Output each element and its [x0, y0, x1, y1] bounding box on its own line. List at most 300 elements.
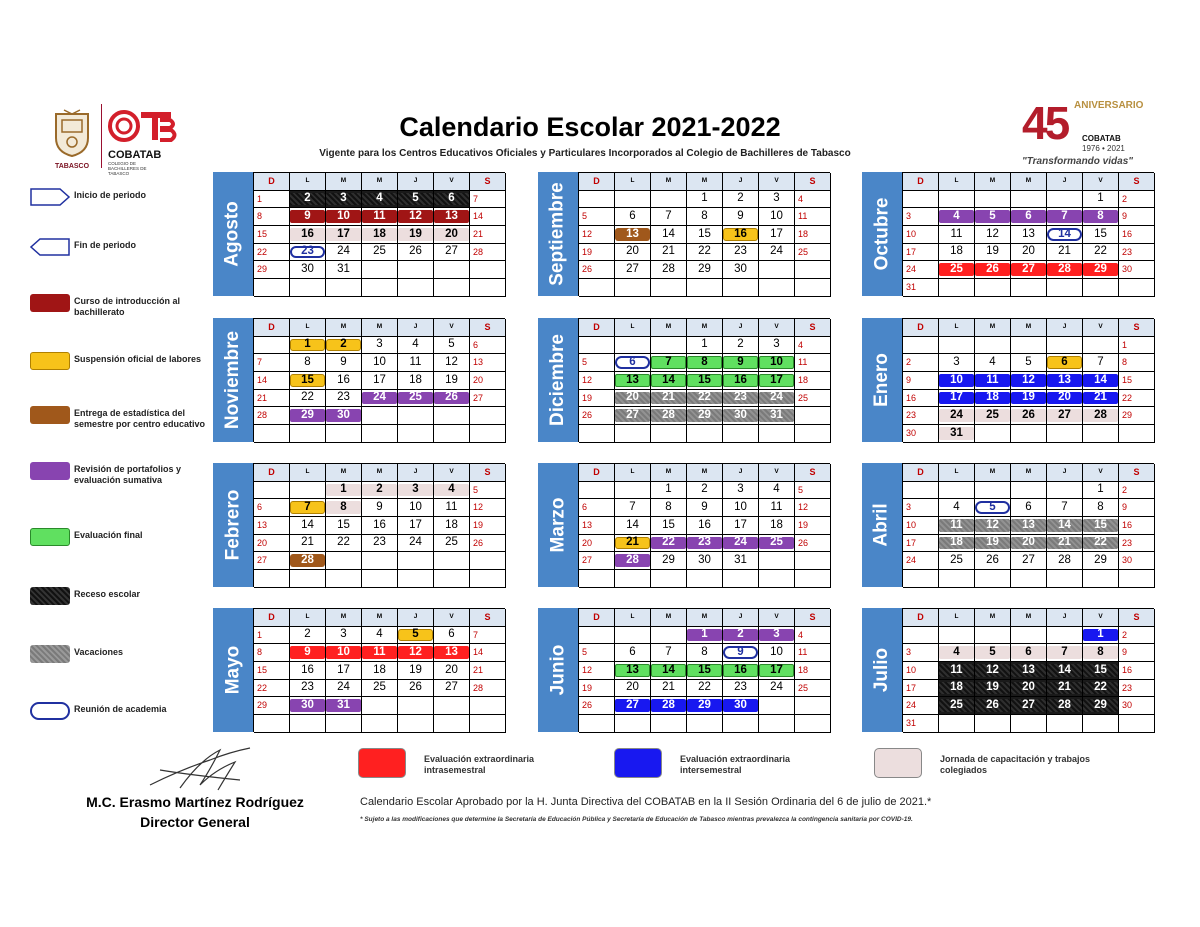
day-cell [903, 680, 939, 698]
day-cell [723, 662, 759, 680]
empty-cell [939, 715, 975, 733]
day-cell [1119, 517, 1155, 535]
day-number: 4 [953, 209, 960, 222]
day-number: 20 [445, 227, 458, 240]
day-number: 6 [582, 502, 588, 513]
day-cell [579, 390, 615, 408]
weekday-header: L [615, 464, 651, 482]
day-cell [723, 244, 759, 262]
day-cell [579, 261, 615, 279]
day-cell [434, 390, 470, 408]
month-name: Enero [871, 353, 893, 407]
empty-cell [1119, 715, 1155, 733]
day-number: 18 [409, 373, 422, 386]
day-number: 28 [1058, 554, 1071, 567]
day-number: 23 [1122, 682, 1133, 693]
day-number: 3 [412, 483, 419, 496]
empty-cell [795, 261, 831, 279]
day-cell [975, 372, 1011, 390]
day-cell [723, 191, 759, 209]
month-grid [253, 318, 505, 442]
day-cell [290, 407, 326, 425]
month-grid [902, 172, 1154, 296]
bottom-legend-label: Evaluación extraordinaria intrasemestral [424, 754, 535, 775]
empty-cell [579, 337, 615, 355]
day-number: 7 [665, 645, 672, 658]
day-number: 26 [798, 537, 809, 548]
empty-cell [254, 482, 290, 500]
day-cell [1119, 244, 1155, 262]
day-number: 16 [698, 518, 711, 531]
empty-cell [687, 715, 723, 733]
day-cell [579, 680, 615, 698]
day-cell [1119, 390, 1155, 408]
day-number: 8 [340, 500, 347, 513]
day-number: 26 [473, 537, 484, 548]
empty-cell [254, 715, 290, 733]
day-cell [795, 226, 831, 244]
day-cell [470, 662, 506, 680]
day-cell [795, 372, 831, 390]
day-cell [759, 517, 795, 535]
day-cell [723, 644, 759, 662]
month-name: Diciembre [547, 334, 568, 426]
empty-cell [975, 627, 1011, 645]
day-cell [759, 390, 795, 408]
day-cell [1119, 662, 1155, 680]
day-number: 29 [662, 554, 675, 567]
empty-cell [615, 191, 651, 209]
day-number: 14 [473, 211, 484, 222]
day-number: 25 [950, 554, 963, 567]
day-number: 4 [376, 192, 383, 205]
day-cell [579, 517, 615, 535]
day-cell [795, 535, 831, 553]
day-cell [470, 517, 506, 535]
day-number: 10 [906, 664, 917, 675]
empty-cell [326, 715, 362, 733]
empty-cell [795, 279, 831, 297]
day-number: 22 [1094, 245, 1107, 258]
day-cell [903, 372, 939, 390]
day-cell [254, 552, 290, 570]
month-name: Marzo [547, 497, 568, 553]
day-number: 12 [582, 228, 593, 239]
weekday-header: M [975, 464, 1011, 482]
empty-cell [759, 552, 795, 570]
day-number: 3 [737, 483, 744, 496]
weekday-header: V [1083, 319, 1119, 337]
day-cell [1011, 261, 1047, 279]
day-number: 20 [1022, 681, 1035, 694]
day-cell [290, 261, 326, 279]
day-number: 5 [582, 647, 588, 658]
day-number: 19 [986, 536, 999, 549]
empty-cell [326, 552, 362, 570]
day-cell [939, 680, 975, 698]
day-cell [723, 407, 759, 425]
day-cell [1011, 499, 1047, 517]
day-cell [759, 662, 795, 680]
day-cell [651, 407, 687, 425]
day-cell [254, 226, 290, 244]
day-number: 30 [698, 554, 711, 567]
month-label [862, 172, 902, 296]
day-number: 27 [626, 263, 639, 276]
day-number: 14 [662, 373, 675, 386]
month-label [862, 463, 902, 587]
empty-cell [795, 697, 831, 715]
month-agosto [213, 172, 505, 296]
weekday-header: V [759, 609, 795, 627]
day-number: 16 [301, 227, 314, 240]
day-cell [1011, 390, 1047, 408]
day-cell [975, 226, 1011, 244]
month-mayo [213, 608, 505, 732]
day-number: 16 [301, 663, 314, 676]
day-number: 11 [770, 500, 783, 513]
day-number: 16 [1122, 664, 1133, 675]
month-name: Mayo [222, 645, 244, 695]
tabasco-logo [50, 108, 94, 168]
day-cell [687, 407, 723, 425]
day-number: 19 [986, 681, 999, 694]
weekday-header: M [362, 464, 398, 482]
day-cell [687, 644, 723, 662]
day-cell [1083, 407, 1119, 425]
day-cell [723, 482, 759, 500]
day-cell [1119, 191, 1155, 209]
day-number: 7 [257, 357, 263, 368]
day-number: 19 [1022, 391, 1035, 404]
day-cell [903, 425, 939, 443]
empty-cell [759, 697, 795, 715]
weekday-header: S [795, 173, 831, 191]
day-cell [939, 517, 975, 535]
day-cell [975, 261, 1011, 279]
day-number: 8 [304, 355, 311, 368]
day-number: 28 [473, 682, 484, 693]
legend-item [30, 587, 210, 605]
day-number: 26 [986, 554, 999, 567]
day-number: 13 [445, 645, 458, 658]
day-number: 7 [304, 500, 311, 513]
day-cell [579, 372, 615, 390]
empty-cell [1119, 425, 1155, 443]
day-cell [362, 482, 398, 500]
footnote: * Sujeto a las modificaciones que determine la Secretaría de Educación Pública y Secretaría de Educación de Tabasco mientras prevalezca la contingencia sanitaria por COVID-19. [360, 816, 913, 823]
day-cell [470, 208, 506, 226]
empty-cell [362, 279, 398, 297]
day-number: 8 [1122, 357, 1128, 368]
weekday-header: D [579, 173, 615, 191]
weekday-header: M [362, 319, 398, 337]
day-number: 20 [445, 663, 458, 676]
day-number: 9 [701, 500, 708, 513]
day-number: 29 [257, 700, 268, 711]
day-cell [615, 354, 651, 372]
day-number: 7 [473, 629, 479, 640]
day-cell [1083, 662, 1119, 680]
day-number: 6 [629, 209, 636, 222]
legend-swatch [30, 528, 70, 546]
month-junio [538, 608, 830, 732]
day-cell [687, 337, 723, 355]
empty-cell [470, 570, 506, 588]
weekday-header: M [651, 609, 687, 627]
weekday-header: M [326, 173, 362, 191]
day-cell [651, 244, 687, 262]
empty-cell [1047, 425, 1083, 443]
month-grid [578, 172, 830, 296]
day-number: 13 [1058, 373, 1071, 386]
day-cell [326, 482, 362, 500]
day-number: 29 [698, 699, 711, 712]
day-number: 9 [304, 645, 311, 658]
day-number: 6 [1025, 500, 1032, 513]
empty-cell [579, 191, 615, 209]
day-cell [398, 680, 434, 698]
empty-cell [579, 715, 615, 733]
day-number: 11 [950, 663, 963, 676]
day-number: 30 [906, 427, 917, 438]
empty-cell [362, 425, 398, 443]
day-number: 4 [412, 338, 419, 351]
weekday-header: M [687, 319, 723, 337]
day-number: 3 [906, 211, 912, 222]
day-number: 31 [770, 409, 783, 422]
day-cell [795, 499, 831, 517]
day-cell [939, 644, 975, 662]
day-cell [1083, 680, 1119, 698]
day-cell [1047, 552, 1083, 570]
day-number: 19 [582, 682, 593, 693]
day-cell [434, 644, 470, 662]
day-number: 15 [1094, 227, 1107, 240]
day-number: 1 [665, 483, 672, 496]
day-cell [1083, 226, 1119, 244]
day-cell [759, 680, 795, 698]
legend-swatch [30, 462, 70, 480]
day-cell [326, 644, 362, 662]
month-name: Julio [871, 647, 892, 693]
day-cell [470, 191, 506, 209]
empty-cell [434, 552, 470, 570]
day-number: 25 [950, 263, 963, 276]
day-cell [651, 644, 687, 662]
day-cell [1047, 372, 1083, 390]
day-number: 21 [662, 681, 675, 694]
month-diciembre [538, 318, 830, 442]
empty-cell [795, 715, 831, 733]
day-number: 19 [798, 519, 809, 530]
empty-cell [434, 425, 470, 443]
month-grid [253, 463, 505, 587]
empty-cell [434, 697, 470, 715]
legend-item [30, 406, 210, 430]
day-number: 8 [1097, 645, 1104, 658]
empty-cell [579, 482, 615, 500]
empty-cell [759, 425, 795, 443]
day-cell [362, 191, 398, 209]
day-number: 20 [1058, 391, 1071, 404]
day-number: 30 [1122, 264, 1133, 275]
day-number: 18 [950, 245, 963, 258]
day-number: 12 [582, 664, 593, 675]
day-number: 10 [906, 519, 917, 530]
weekday-header: M [362, 173, 398, 191]
day-cell [687, 697, 723, 715]
weekday-header: D [579, 319, 615, 337]
day-cell [939, 552, 975, 570]
day-number: 20 [1022, 536, 1035, 549]
day-number: 15 [257, 228, 268, 239]
day-number: 5 [1025, 355, 1032, 368]
day-cell [687, 552, 723, 570]
empty-cell [254, 337, 290, 355]
day-number: 17 [950, 391, 963, 404]
day-cell [651, 354, 687, 372]
empty-cell [1011, 715, 1047, 733]
empty-cell [975, 482, 1011, 500]
empty-cell [362, 552, 398, 570]
day-number: 18 [950, 536, 963, 549]
day-cell [687, 535, 723, 553]
weekday-header: D [254, 464, 290, 482]
day-cell [290, 337, 326, 355]
day-number: 24 [337, 681, 350, 694]
day-cell [651, 226, 687, 244]
empty-cell [687, 570, 723, 588]
day-cell [290, 535, 326, 553]
day-cell [903, 279, 939, 297]
month-grid [578, 463, 830, 587]
day-number: 8 [1097, 209, 1104, 222]
day-cell [326, 337, 362, 355]
empty-cell [1047, 337, 1083, 355]
empty-cell [470, 715, 506, 733]
day-number: 29 [1094, 699, 1107, 712]
day-cell [1083, 644, 1119, 662]
day-number: 12 [986, 518, 999, 531]
day-cell [362, 535, 398, 553]
day-cell [254, 372, 290, 390]
day-number: 20 [626, 391, 639, 404]
month-grid [902, 318, 1154, 442]
day-cell [290, 208, 326, 226]
day-cell [254, 261, 290, 279]
day-cell [290, 244, 326, 262]
day-number: 6 [1025, 645, 1032, 658]
day-number: 16 [1122, 519, 1133, 530]
empty-cell [470, 552, 506, 570]
day-cell [939, 261, 975, 279]
day-cell [470, 680, 506, 698]
day-cell [615, 662, 651, 680]
day-cell [470, 354, 506, 372]
day-number: 21 [662, 245, 675, 258]
day-number: 8 [701, 355, 708, 368]
day-number: 29 [301, 409, 314, 422]
empty-cell [362, 715, 398, 733]
day-number: 18 [373, 663, 386, 676]
day-number: 12 [798, 502, 809, 513]
day-number: 10 [734, 500, 747, 513]
weekday-header: M [651, 464, 687, 482]
empty-cell [398, 261, 434, 279]
day-number: 7 [1061, 645, 1068, 658]
day-number: 15 [1122, 374, 1133, 385]
day-number: 1 [701, 192, 708, 205]
month-octubre [862, 172, 1154, 296]
empty-cell [1047, 279, 1083, 297]
day-number: 27 [626, 409, 639, 422]
day-cell [326, 517, 362, 535]
day-cell [795, 517, 831, 535]
empty-cell [1119, 570, 1155, 588]
day-cell [903, 244, 939, 262]
day-number: 5 [989, 645, 996, 658]
day-cell [1083, 552, 1119, 570]
day-cell [687, 191, 723, 209]
day-number: 15 [1094, 663, 1107, 676]
day-cell [1047, 697, 1083, 715]
day-number: 25 [798, 392, 809, 403]
day-number: 30 [1122, 700, 1133, 711]
day-number: 19 [473, 519, 484, 530]
arrow-left-icon [30, 238, 70, 256]
day-number: 26 [1022, 409, 1035, 422]
day-number: 18 [986, 391, 999, 404]
aniversario-number: 45 [1022, 97, 1068, 149]
empty-cell [1047, 570, 1083, 588]
day-cell [651, 372, 687, 390]
day-cell [290, 627, 326, 645]
day-cell [1011, 662, 1047, 680]
day-cell [759, 208, 795, 226]
day-cell [326, 535, 362, 553]
empty-cell [615, 627, 651, 645]
day-cell [326, 407, 362, 425]
month-enero [862, 318, 1154, 442]
day-cell [254, 662, 290, 680]
day-number: 2 [737, 628, 744, 641]
day-number: 17 [770, 227, 783, 240]
day-number: 27 [1022, 554, 1035, 567]
day-number: 23 [1122, 246, 1133, 257]
day-number: 9 [376, 500, 383, 513]
day-cell [434, 191, 470, 209]
day-cell [290, 680, 326, 698]
day-number: 20 [1022, 245, 1035, 258]
day-number: 27 [626, 699, 639, 712]
day-number: 26 [582, 410, 593, 421]
day-number: 24 [906, 555, 917, 566]
day-number: 8 [1097, 500, 1104, 513]
legend-label: Entrega de estadística del semestre por centro educativo [74, 408, 206, 429]
month-grid [902, 463, 1154, 587]
day-number: 27 [1022, 699, 1035, 712]
month-noviembre [213, 318, 505, 442]
weekday-header: J [1047, 173, 1083, 191]
day-number: 4 [953, 645, 960, 658]
day-number: 31 [734, 554, 747, 567]
weekday-header: L [615, 173, 651, 191]
legend-swatch [30, 406, 70, 424]
day-cell [326, 680, 362, 698]
empty-cell [326, 570, 362, 588]
day-cell [687, 244, 723, 262]
